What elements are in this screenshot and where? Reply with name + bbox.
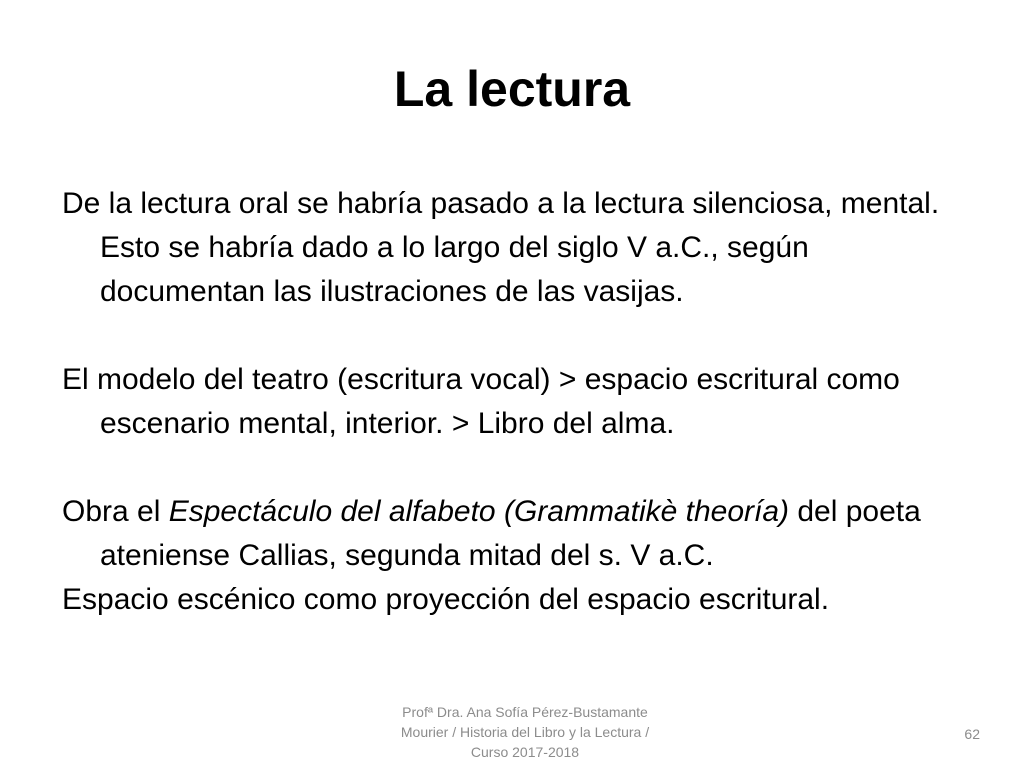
paragraph-scenic-space: Espacio escénico como proyección del espacio escritural. [62, 583, 830, 616]
slide-footer [360, 702, 690, 762]
footer-line-author: Profª Dra. Ana Sofía Pérez-Bustamante [402, 704, 648, 720]
paragraph-callias-prefix: Obra el [62, 495, 169, 528]
slide-body [62, 182, 972, 622]
footer-line-year: Curso 2017-2018 [470, 744, 580, 760]
work-title-italic: Espectáculo del alfabeto (Grammatikè theoría) [168, 495, 790, 528]
footer-line-course: Mourier / Historia del Libro y la Lectura / [400, 724, 650, 740]
slide-title: La lectura [393, 61, 631, 117]
page-number: 62 [964, 726, 980, 742]
paragraph-callias-work [62, 490, 972, 578]
paragraph-theatre-model: El modelo del teatro (escritura vocal) > espacio escritural como escenario mental, interior. > Libro del alma. [62, 363, 900, 440]
paragraph-oral-reading: De la lectura oral se habría pasado a la lectura silenciosa, mental. Esto se habría dado a lo largo del siglo V a.C., según documentan las ilustraciones de las vasijas. [62, 187, 940, 308]
paragraph-callias-suffix: del poeta ateniense Callias, segunda mitad del s. V a.C. [100, 495, 921, 572]
